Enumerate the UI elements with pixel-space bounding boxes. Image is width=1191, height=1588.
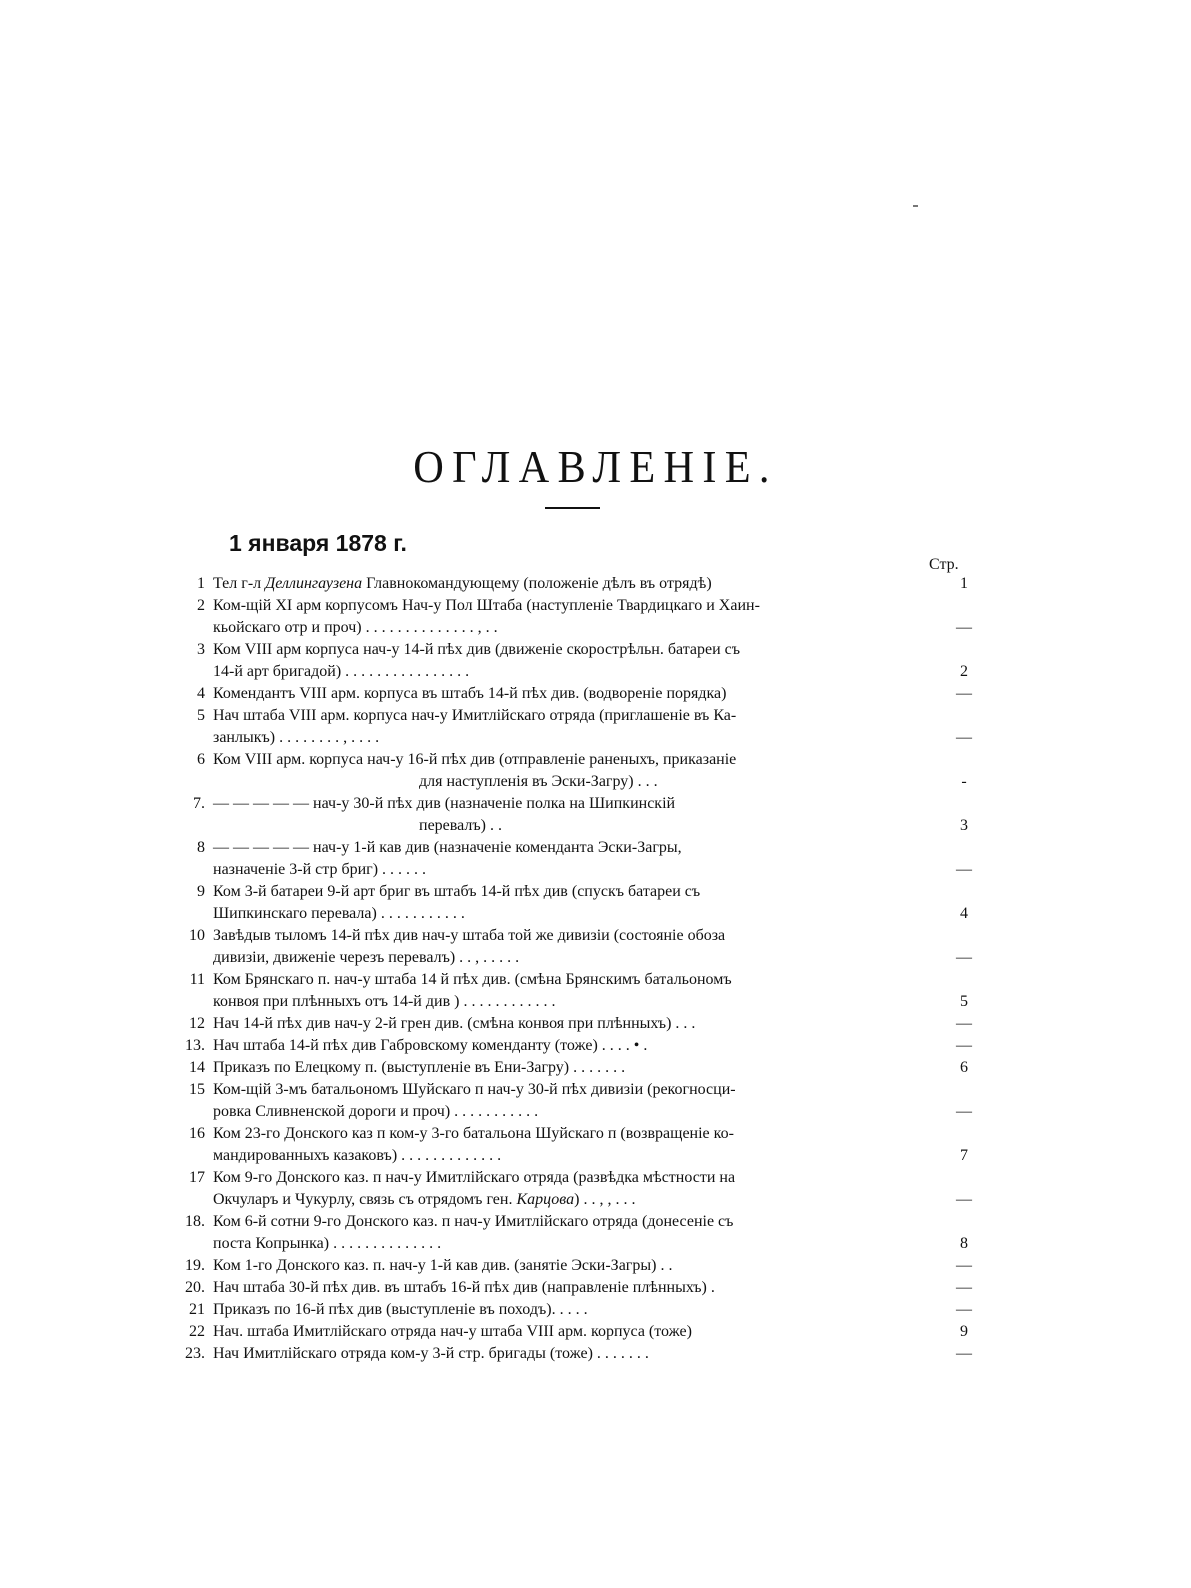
entry-number: 19. xyxy=(185,1257,205,1274)
entry-page: — xyxy=(956,1037,972,1054)
entry-line xyxy=(213,969,948,991)
entry-line xyxy=(213,683,948,705)
entry-text xyxy=(213,1299,948,1321)
entry-text xyxy=(213,1013,948,1035)
entry-segment: Ком-щій 3-мъ батальономъ Шуйскаго п нач-у 30-й пѣх дивизіи (рекогносци- xyxy=(213,1081,736,1098)
entry-number: 23. xyxy=(185,1345,205,1362)
entry-line xyxy=(213,727,948,749)
entry-line xyxy=(213,925,948,947)
entry-segment: — — — — — нач-у 30-й пѣх див (назначеніе полка на Шипкинскій xyxy=(213,795,676,812)
toc-entry xyxy=(180,573,980,595)
entry-text xyxy=(213,1321,948,1343)
toc-entry xyxy=(180,595,980,639)
entry-page: — xyxy=(956,1301,972,1318)
toc-entry xyxy=(180,683,980,705)
entry-segment: ровка Сливненской дороги и проч) . . . . . . . . . . . xyxy=(213,1103,539,1120)
entry-segment: мандированныхъ казаковъ) . . . . . . . . . . . . . xyxy=(213,1147,502,1164)
toc-entry xyxy=(180,1035,980,1057)
entry-page: 3 xyxy=(960,817,968,834)
toc-entry xyxy=(180,1255,980,1277)
entry-name-italic: Карцова xyxy=(516,1191,575,1208)
entry-page: 5 xyxy=(960,993,968,1010)
toc-entry xyxy=(180,925,980,969)
date-heading: 1 января 1878 г. xyxy=(229,530,407,556)
entry-text xyxy=(213,705,948,749)
entry-line xyxy=(213,1123,948,1145)
entry-line xyxy=(213,991,948,1013)
entry-page: 4 xyxy=(960,905,968,922)
entry-page: — xyxy=(956,861,972,878)
toc-entry xyxy=(180,837,980,881)
entry-name-italic: Деллингаузена xyxy=(265,575,363,592)
toc-entry xyxy=(180,1079,980,1123)
entry-segment: Ком 3-й батареи 9-й арт бриг въ штабъ 14-й пѣх див (спускъ батареи съ xyxy=(213,883,701,900)
entry-line xyxy=(213,1167,948,1189)
entry-text xyxy=(213,1255,948,1277)
toc-entry xyxy=(180,1057,980,1079)
entry-page: — xyxy=(956,1345,972,1362)
entry-segment: Главнокомандующему (положеніе дѣлъ въ отрядѣ) xyxy=(362,575,712,592)
entry-line xyxy=(213,1145,948,1167)
entry-number: 21 xyxy=(189,1301,205,1318)
entry-page: — xyxy=(956,1257,972,1274)
entry-page: 6 xyxy=(960,1059,968,1076)
entry-line xyxy=(213,617,948,639)
entry-page: - xyxy=(961,773,967,790)
toc-entry xyxy=(180,969,980,1013)
entry-segment: Ком 23-го Донского каз п ком-у 3-го батальона Шуйскаго п (возвращеніе ко- xyxy=(213,1125,734,1142)
toc-entry xyxy=(180,749,980,793)
entry-number: 15 xyxy=(189,1081,205,1098)
entry-segment: Комендантъ VIII арм. корпуса въ штабъ 14-й пѣх див. (водвореніе порядка) xyxy=(213,685,727,702)
entry-segment: Ком 9-го Донского каз. п нач-у Имитлійскаго отряда (развѣдка мѣстности на xyxy=(213,1169,736,1186)
entry-segment: Тел г-л xyxy=(213,575,266,592)
entry-page: 9 xyxy=(960,1323,968,1340)
entry-segment: Ком VIII арм. корпуса нач-у 16-й пѣх див (отправленіе раненыхъ, приказаніе xyxy=(213,751,737,768)
entry-page: — xyxy=(956,729,972,746)
entry-page: — xyxy=(956,1191,972,1208)
entry-line xyxy=(213,639,948,661)
entry-line xyxy=(213,573,948,595)
entry-text xyxy=(213,1123,948,1167)
entry-page: 1 xyxy=(960,575,968,592)
entry-segment: назначеніе 3-й стр бриг) . . . . . . xyxy=(213,861,427,878)
entry-segment: 14-й арт бригадой) . . . . . . . . . . . . . . . . xyxy=(213,663,470,680)
entry-line xyxy=(213,837,948,859)
entry-number: 9 xyxy=(197,883,205,900)
entry-number: 3 xyxy=(197,641,205,658)
entry-text xyxy=(213,1167,948,1211)
entry-line xyxy=(213,881,948,903)
entry-number: 11 xyxy=(189,971,205,988)
entry-segment: для наступленія въ Эски-Загру) . . . xyxy=(419,773,658,790)
toc-entry xyxy=(180,705,980,749)
entry-page: — xyxy=(956,1103,972,1120)
entry-text xyxy=(213,1343,948,1365)
entry-line xyxy=(213,1299,948,1321)
entry-segment: Шипкинскаго перевала) . . . . . . . . . . . xyxy=(213,905,465,922)
entry-number: 4 xyxy=(197,685,205,702)
entry-text xyxy=(213,1057,948,1079)
entry-segment: Окчуларъ и Чукурлу, связь съ отрядомъ ген. xyxy=(213,1191,517,1208)
toc-entry xyxy=(180,1277,980,1299)
entry-segment: Ком VIII арм корпуса нач-у 14-й пѣх див (движеніе скорострѣльн. батареи съ xyxy=(213,641,741,658)
entry-line xyxy=(213,1211,948,1233)
entry-line xyxy=(213,859,948,881)
entry-text xyxy=(213,573,948,595)
entry-line xyxy=(213,903,948,925)
entry-line xyxy=(213,947,948,969)
entry-text xyxy=(213,749,948,793)
entry-page: — xyxy=(956,685,972,702)
entry-line xyxy=(213,661,948,683)
entry-text xyxy=(213,793,948,837)
title-underline xyxy=(545,507,600,509)
entry-text xyxy=(213,837,948,881)
entry-line xyxy=(213,705,948,727)
entry-page: — xyxy=(956,1279,972,1296)
entry-line xyxy=(213,1255,948,1277)
entry-text xyxy=(213,925,948,969)
entry-text xyxy=(213,1035,948,1057)
print-speck xyxy=(913,205,918,207)
entry-page: 7 xyxy=(960,1147,968,1164)
entry-page: 8 xyxy=(960,1235,968,1252)
entry-number: 2 xyxy=(197,597,205,614)
entry-number: 16 xyxy=(189,1125,205,1142)
toc-entry xyxy=(180,1167,980,1211)
entry-number: 18. xyxy=(185,1213,205,1230)
entry-text xyxy=(213,1079,948,1123)
entry-line xyxy=(213,1101,948,1123)
entry-segment: Ком-щій XI арм корпусомъ Нач-у Пол Штаба (наступленіе Твардицкаго и Хаин- xyxy=(213,597,760,614)
entry-number: 7. xyxy=(193,795,205,812)
entry-line xyxy=(213,793,948,815)
entry-number: 20. xyxy=(185,1279,205,1296)
entry-segment: кьойскаго отр и проч) . . . . . . . . . . . . . . , . . xyxy=(213,619,498,636)
entry-number: 17 xyxy=(189,1169,205,1186)
entry-line xyxy=(213,1321,948,1343)
entry-segment: занлыкъ) . . . . . . . . , . . . . xyxy=(213,729,380,746)
entry-text xyxy=(213,881,948,925)
entry-page: — xyxy=(956,1015,972,1032)
entry-page: — xyxy=(956,949,972,966)
table-of-contents xyxy=(180,573,980,1365)
entry-number: 8 xyxy=(197,839,205,856)
entry-text xyxy=(213,1277,948,1299)
entry-segment: конвоя при плѣнныхъ отъ 14-й див ) . . . . . . . . . . . . xyxy=(213,993,556,1010)
entry-number: 5 xyxy=(197,707,205,724)
entry-number: 13. xyxy=(185,1037,205,1054)
entry-line xyxy=(213,1057,948,1079)
entry-number: 1 xyxy=(197,575,205,592)
entry-segment: Нач. штаба Имитлійскаго отряда нач-у штаба VIII арм. корпуса (тоже) xyxy=(213,1323,692,1340)
entry-segment: поста Копрынка) . . . . . . . . . . . . . . xyxy=(213,1235,442,1252)
entry-segment: Завѣдыв тыломъ 14-й пѣх див нач-у штаба той же дивизіи (состояніе обоза xyxy=(213,927,726,944)
toc-entry xyxy=(180,1299,980,1321)
entry-line xyxy=(213,1079,948,1101)
entry-line xyxy=(213,749,948,771)
entry-line xyxy=(213,595,948,617)
page-column-header: Стр. xyxy=(929,556,959,573)
entry-text xyxy=(213,683,948,705)
entry-line xyxy=(213,771,948,793)
entry-number: 14 xyxy=(189,1059,205,1076)
entry-number: 6 xyxy=(197,751,205,768)
entry-segment: Нач штаба VIII арм. корпуса нач-у Имитлійскаго отряда (приглашеніе въ Ка- xyxy=(213,707,737,724)
entry-line xyxy=(213,1343,948,1365)
entry-line xyxy=(213,1013,948,1035)
entry-segment: Ком Брянскаго п. нач-у штаба 14 й пѣх див. (смѣна Брянскимъ батальономъ xyxy=(213,971,732,988)
toc-entry xyxy=(180,1013,980,1035)
entry-segment: Приказъ по 16-й пѣх див (выступленіе въ походъ). . . . . xyxy=(213,1301,588,1318)
entry-segment: ) . . , , . . . xyxy=(574,1191,636,1208)
entry-line xyxy=(213,1233,948,1255)
entry-segment: Нач штаба 30-й пѣх див. въ штабъ 16-й пѣх див (направленіе плѣнныхъ) . xyxy=(213,1279,715,1296)
toc-entry xyxy=(180,1211,980,1255)
entry-segment: перевалъ) . . xyxy=(419,817,502,834)
toc-entry xyxy=(180,1123,980,1167)
toc-entry xyxy=(180,639,980,683)
toc-entry xyxy=(180,1343,980,1365)
entry-text xyxy=(213,639,948,683)
entry-number: 22 xyxy=(189,1323,205,1340)
entry-line xyxy=(213,1189,948,1211)
entry-page: — xyxy=(956,619,972,636)
entry-segment: Ком 1-го Донского каз. п. нач-у 1-й кав див. (занятіе Эски-Загры) . . xyxy=(213,1257,673,1274)
toc-entry xyxy=(180,881,980,925)
entry-segment: дивизіи, движеніе черезъ перевалъ) . . , . . . . . xyxy=(213,949,520,966)
entry-segment: Нач Имитлійскаго отряда ком-у 3-й стр. бригады (тоже) . . . . . . . xyxy=(213,1345,649,1362)
page-title: ОГЛАВЛЕНІЕ. xyxy=(413,441,778,492)
entry-text xyxy=(213,1211,948,1255)
entry-line xyxy=(213,815,948,837)
entry-segment: Нач штаба 14-й пѣх див Габровскому коменданту (тоже) . . . . • . xyxy=(213,1037,648,1054)
toc-entry xyxy=(180,793,980,837)
entry-page: 2 xyxy=(960,663,968,680)
entry-segment: Нач 14-й пѣх див нач-у 2-й грен див. (смѣна конвоя при плѣнныхъ) . . . xyxy=(213,1015,696,1032)
entry-segment: Ком 6-й сотни 9-го Донского каз. п нач-у Имитлійскаго отряда (донесеніе съ xyxy=(213,1213,734,1230)
entry-text xyxy=(213,969,948,1013)
entry-number: 10 xyxy=(189,927,205,944)
entry-segment: Приказъ по Елецкому п. (выступленіе въ Ени-Загру) . . . . . . . xyxy=(213,1059,626,1076)
toc-entry xyxy=(180,1321,980,1343)
entry-line xyxy=(213,1035,948,1057)
entry-text xyxy=(213,595,948,639)
entry-number: 12 xyxy=(189,1015,205,1032)
entry-line xyxy=(213,1277,948,1299)
entry-segment: — — — — — нач-у 1-й кав див (назначеніе коменданта Эски-Загры, xyxy=(213,839,682,856)
